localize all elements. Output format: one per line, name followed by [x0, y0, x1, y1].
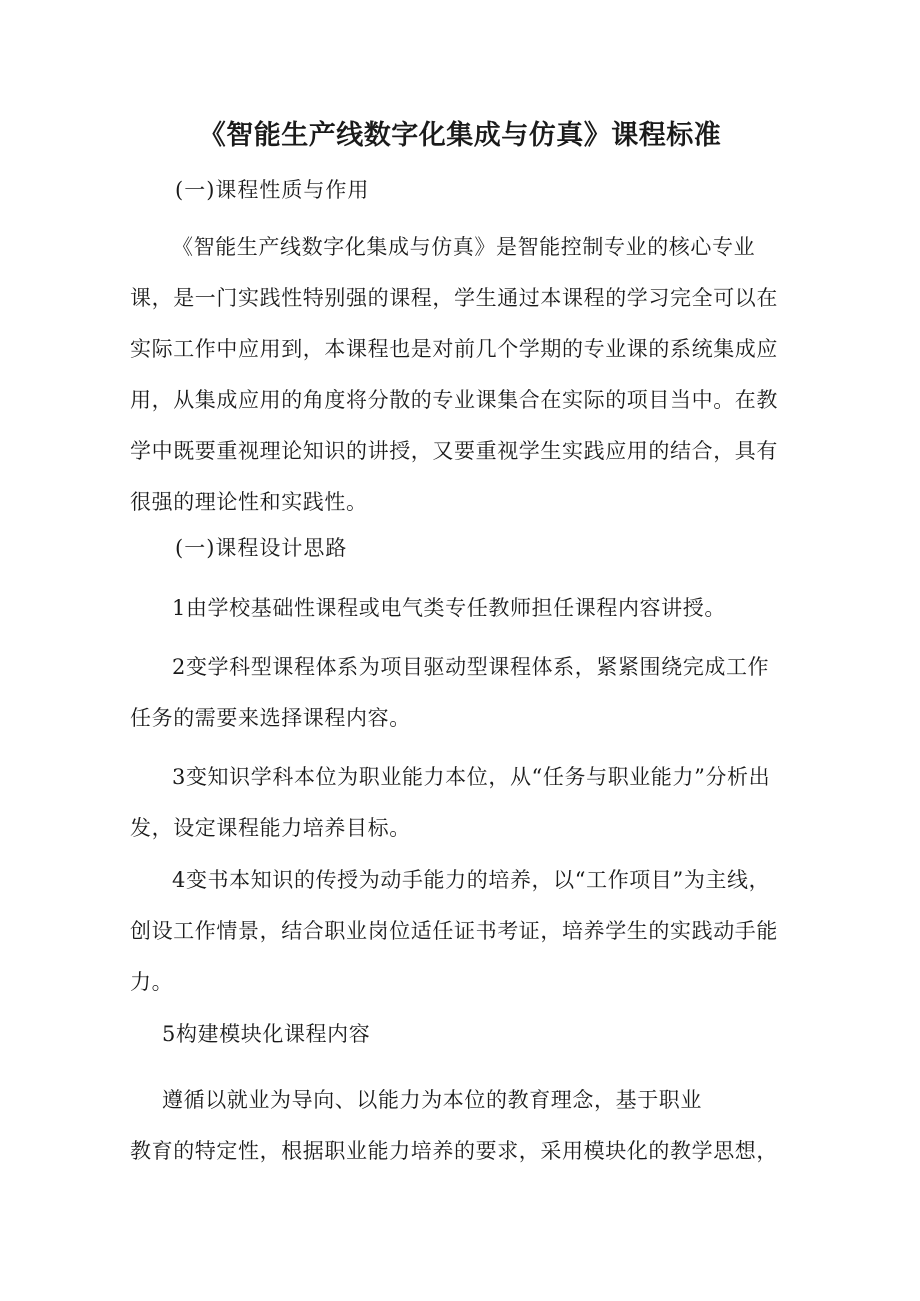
document-title: 《智能生产线数字化集成与仿真》课程标准 — [198, 120, 722, 151]
section-heading-nature: (一)课程性质与作用 — [175, 178, 370, 202]
section-heading-design: (一)课程设计思路 — [175, 536, 348, 560]
closing-line-1: 遵循以就业为导向、以能力为本位的教育理念，基于职业 — [162, 1088, 702, 1112]
design-item-3: 3变知识学科本位为职业能力本位，从“任务与职业能力”分析出发，设定课程能力培养目标。 — [130, 765, 771, 840]
design-item-1-block — [130, 583, 790, 634]
closing-line-2: 教育的特定性，根据职业能力培养的要求，采用模块化的教学思想， — [130, 1139, 778, 1163]
design-item-4-block — [130, 855, 790, 1008]
design-item-1: 1由学校基础性课程或电气类专任教师担任课程内容讲授。 — [172, 596, 726, 620]
design-item-2-block — [130, 642, 790, 744]
design-item-3-block — [130, 752, 790, 854]
section-body-nature — [130, 222, 790, 528]
design-item-4: 4变书本知识的传授为动手能力的培养，以“工作项目”为主线，创设工作情景，结合职业岗位适任证书考证，培养学生的实践动手能力。 — [130, 868, 778, 994]
design-item-5: 5构建模块化课程内容 — [162, 1022, 371, 1046]
design-item-2: 2变学科型课程体系为项目驱动型课程体系，紧紧围绕完成工作任务的需要来选择课程内容。 — [130, 655, 770, 730]
paragraph-course-nature: 《智能生产线数字化集成与仿真》是智能控制专业的核心专业课，是一门实践性特别强的课程，学生通过本课程的学习完全可以在实际工作中应用到，本课程也是对前几个学期的专业课的系统集成应用，从集成应用的角度将分散的专业课集合在实际的项目当中。在教学中既要重视理论知识的讲授，又要重视学生实践应用的结合，具有很强的理论性和实践性。 — [130, 235, 778, 514]
